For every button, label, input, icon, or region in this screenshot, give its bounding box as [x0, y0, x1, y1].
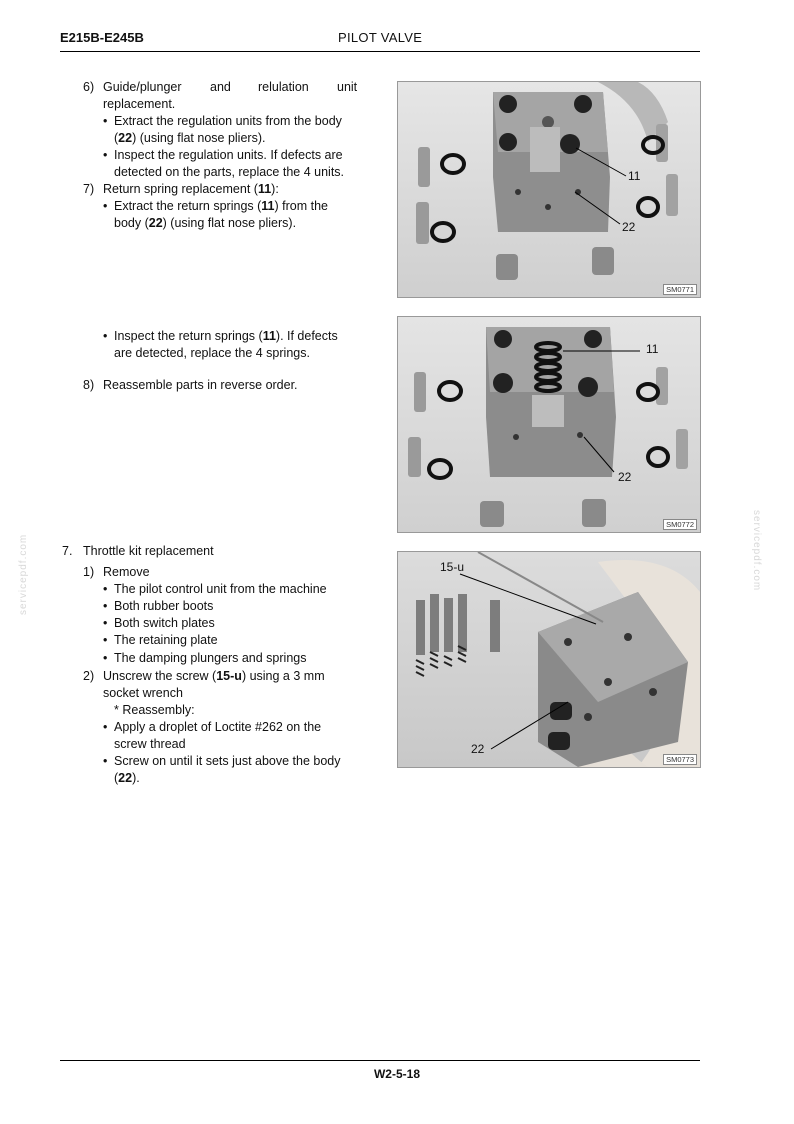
- callout-15-u: 15-u: [440, 560, 465, 574]
- photo-regulation-units-image: [398, 82, 700, 297]
- step-7-title: Return spring replacement (11):: [103, 182, 279, 196]
- callout-22: 22: [618, 470, 632, 484]
- step-6-title-word4: unit: [337, 80, 358, 94]
- photo-regulation-units: [397, 81, 701, 298]
- callout-11: 11: [646, 342, 659, 356]
- photo-code: SM0772: [663, 519, 697, 530]
- callout-11: 11: [628, 169, 641, 183]
- document-model: E215B-E245B: [60, 30, 144, 45]
- step-1-text: Remove: [103, 565, 150, 579]
- step-1-number: 1): [83, 565, 95, 579]
- remove-item-damping-plungers: • The damping plungers and springs: [114, 650, 306, 667]
- remove-item-retaining-plate: • The retaining plate: [114, 632, 218, 649]
- section-7-number: 7.: [62, 544, 73, 558]
- reassembly-label: * Reassembly:: [114, 703, 195, 717]
- photo-code: SM0771: [663, 284, 697, 295]
- step-6-number: 6): [83, 80, 95, 94]
- page-number: W2-5-18: [373, 1067, 420, 1081]
- step-2-number: 2): [83, 669, 95, 683]
- reassembly-loctite: • Apply a droplet of Loctite #262 on the screw thread: [114, 719, 321, 753]
- callout-22: 22: [622, 220, 636, 234]
- step-6-title-word3: relulation: [258, 80, 309, 94]
- watermark-left: servicepdf.com: [18, 533, 29, 615]
- step-6-title-word1: Guide/plunger: [103, 80, 182, 94]
- bullet-extract-springs: • Extract the return springs (11) from the body (22) (using flat nose pliers).: [114, 198, 328, 232]
- photo-throttle-kit: [397, 551, 701, 768]
- section-7-title: Throttle kit replacement: [83, 544, 214, 558]
- header-rule: [60, 51, 700, 52]
- footer-rule: [60, 1060, 700, 1061]
- step-2-text: Unscrew the screw (15-u) using a 3 mm socket wrench: [103, 669, 325, 700]
- photo-throttle-kit-image: [398, 552, 700, 767]
- callout-22: 22: [471, 742, 485, 756]
- bullet-inspect-regulation: • Inspect the regulation units. If defects are detected on the parts, replace the 4 units.: [114, 147, 344, 181]
- step-7-number: 7): [83, 182, 95, 196]
- watermark-right: servicepdf.com: [751, 510, 762, 592]
- remove-item-pilot-control: • The pilot control unit from the machine: [114, 581, 327, 598]
- remove-item-rubber-boots: • Both rubber boots: [114, 598, 213, 615]
- step-8-text: Reassemble parts in reverse order.: [103, 378, 298, 392]
- step-8-number: 8): [83, 378, 95, 392]
- reassembly-screw-on: • Screw on until it sets just above the body (22).: [114, 753, 341, 787]
- section-title: PILOT VALVE: [338, 30, 423, 45]
- step-6-title-line2: replacement.: [103, 97, 176, 111]
- bullet-inspect-springs: • Inspect the return springs (11). If defects are detected, replace the 4 springs.: [114, 328, 338, 362]
- step-6-title-word2: and: [210, 80, 231, 94]
- photo-return-springs: [397, 316, 701, 533]
- bullet-extract-regulation: • Extract the regulation units from the body (22) (using flat nose pliers).: [114, 113, 342, 147]
- photo-code: SM0773: [663, 754, 697, 765]
- remove-item-switch-plates: • Both switch plates: [114, 615, 215, 632]
